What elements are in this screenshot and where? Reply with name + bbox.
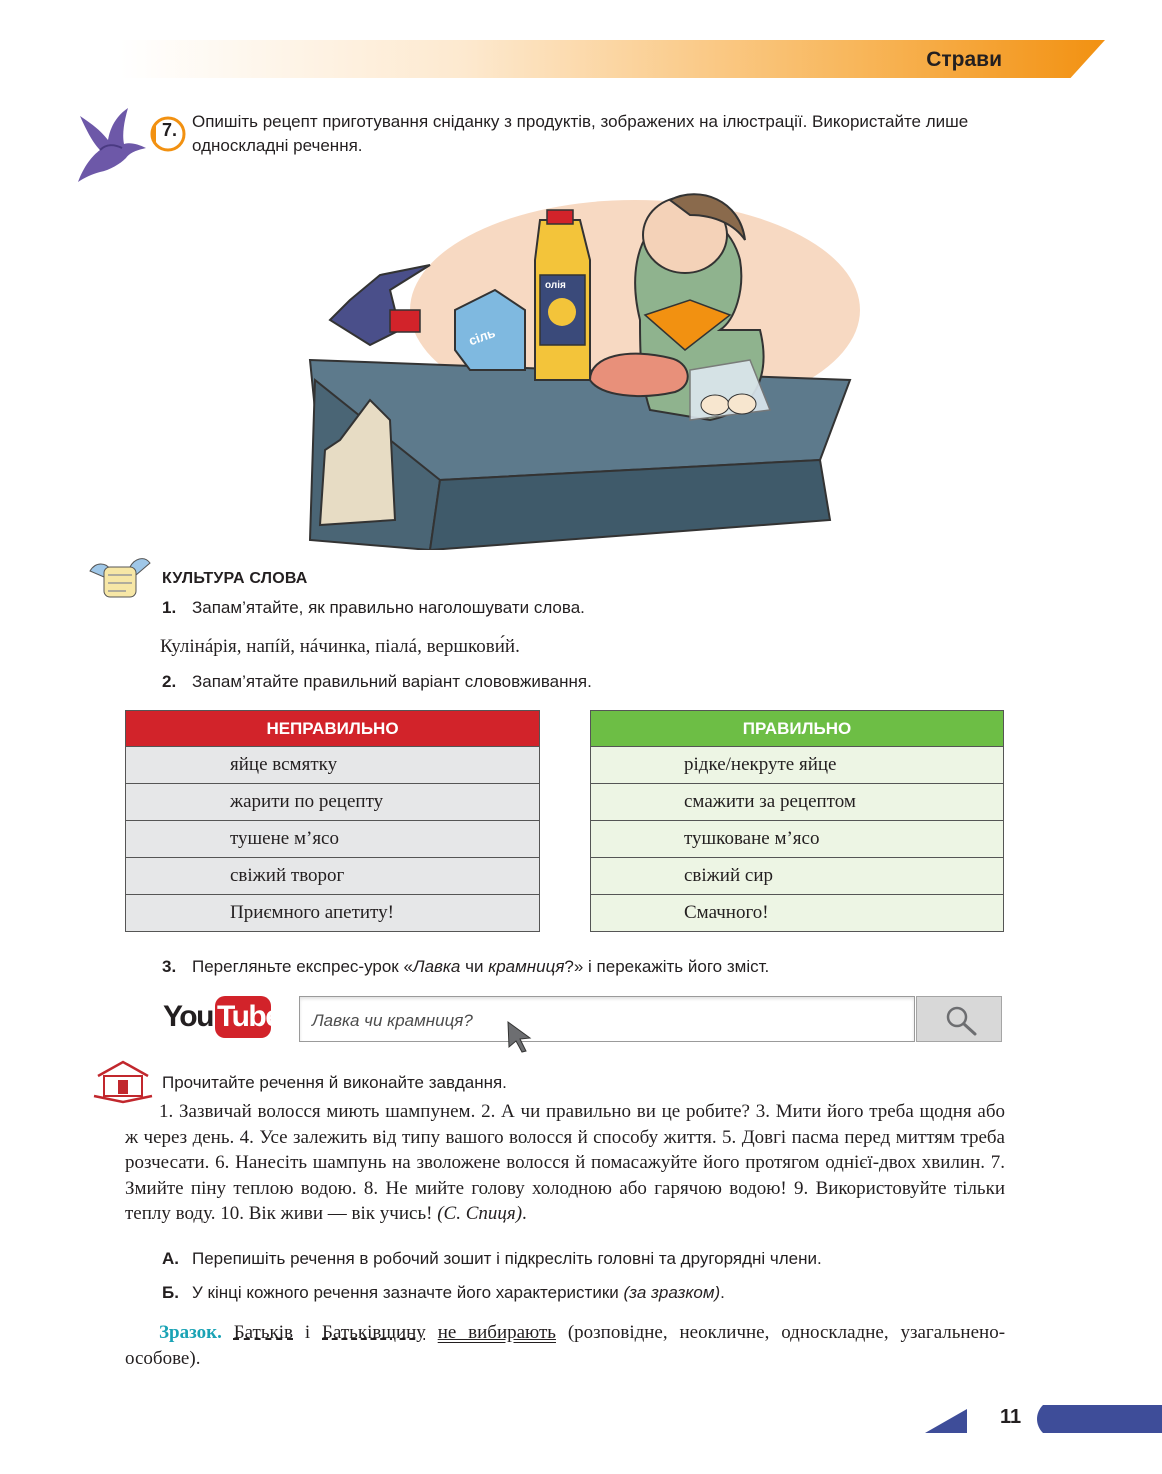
salt-label: сіль — [466, 324, 498, 349]
library-book-icon — [92, 1058, 154, 1104]
item-text: Запам’ятайте, як правильно наголошувати слова. — [192, 598, 585, 617]
table-row: Приємного апетиту! — [126, 895, 540, 932]
reading-body: 1. Зазвичай волосся миють шампунем. 2. А чи правильно ви це робите? 3. Мити його треба щодня або ж через день. 4. Усе залежить від типу вашого волосся й способу життя. 5. Довгі пасма перед миттям треба розчесати. 6. Нанесіть шампунь на зволожене волосся й помасажуйте його протягом однієї-двох хвилин. 7. Змийте піну теплою водою. 8. Не мийте голову холодною або гарячою водою! 9. Використовуйте тільки теплу воду. 10. Вік живи — вік учись! — [125, 1101, 1005, 1224]
sample-word-predicate: не вибирають — [437, 1322, 556, 1343]
correct-usage-table — [590, 710, 1004, 932]
item-number: 2. — [162, 672, 177, 691]
oil-label: олія — [545, 280, 566, 291]
sample-label: Зразок. — [159, 1322, 222, 1343]
sample-word-object: Батьківщину — [322, 1322, 426, 1343]
page-number: 11 — [1000, 1406, 1022, 1428]
section-title: Страви — [926, 48, 1002, 71]
search-query: Лавка чи крамниця? — [312, 1011, 473, 1030]
sample-word-object: Батьків — [233, 1322, 294, 1343]
sample-characteristics: (розповідне, неокличне, односкладне, узагальнено-особове). — [125, 1322, 1006, 1369]
item-text: чи — [460, 957, 489, 976]
item-number: 1. — [162, 598, 177, 617]
item-number: 3. — [162, 957, 177, 976]
culture-item-3 — [162, 957, 769, 977]
wrong-usage-table — [125, 710, 540, 932]
search-button[interactable] — [916, 996, 1002, 1042]
reading-passage — [125, 1099, 1005, 1227]
subtask-a — [162, 1249, 822, 1269]
reading-author: (С. Спиця) — [437, 1203, 523, 1224]
sample-word: і — [293, 1322, 323, 1343]
scroll-wings-icon — [86, 553, 154, 605]
reading-end: . — [522, 1203, 527, 1224]
item-text: ?» і перекажіть його зміст. — [564, 957, 770, 976]
item-text: Запам’ятайте правильний варіант слововживання. — [192, 672, 592, 691]
youtube-logo[interactable] — [163, 994, 281, 1040]
table-row: смажити за рецептом — [591, 784, 1004, 821]
item-text: Перегляньте експрес-урок « — [192, 957, 413, 976]
sample-sentence — [125, 1320, 1005, 1371]
table-row: яйце всмятку — [126, 747, 540, 784]
table-row: свіжий творог — [126, 858, 540, 895]
culture-item-2 — [162, 672, 592, 692]
item-text-italic: крамниця — [488, 957, 565, 976]
pegasus-icon — [70, 104, 150, 184]
right-table-header: ПРАВИЛЬНО — [591, 711, 1004, 747]
checkout-illustration — [290, 180, 860, 550]
culture-heading: КУЛЬТУРА СЛОВА — [162, 570, 308, 587]
subtask-text-italic: (за зразком) — [623, 1283, 721, 1302]
youtube-logo-tube: Tube — [217, 1000, 281, 1033]
item-text-italic: Лавка — [412, 957, 461, 976]
wrong-table-header: НЕПРАВИЛЬНО — [126, 711, 540, 747]
search-icon — [943, 1004, 979, 1036]
subtask-b — [162, 1283, 725, 1303]
table-row: Смачного! — [591, 895, 1004, 932]
task-instruction: Опишіть рецепт приготування сніданку з продуктів, зображених на ілюстрації. Використайте лише односкладні речення. — [192, 112, 969, 155]
table-row: свіжий сир — [591, 858, 1004, 895]
subtask-text: Перепишіть речення в робочий зошит і підкресліть головні та другорядні члени. — [192, 1249, 822, 1268]
sample-space — [426, 1322, 438, 1343]
youtube-logo-you: You — [163, 1000, 213, 1033]
table-row: тушене м’ясо — [126, 821, 540, 858]
subtask-letter: Б. — [162, 1283, 179, 1302]
table-row: жарити по рецепту — [126, 784, 540, 821]
accent-words: Кулінáрія, напíй, нáчинка, піалá, вершкови́й. — [160, 636, 520, 657]
mouse-cursor-icon — [505, 1020, 535, 1054]
subtask-end: . — [720, 1283, 725, 1302]
footer-band — [925, 1405, 1162, 1433]
table-row: рідке/некруте яйце — [591, 747, 1004, 784]
table-row: тушковане м’ясо — [591, 821, 1004, 858]
subtask-text: У кінці кожного речення зазначте його характеристики — [192, 1283, 624, 1302]
reading-instruction: Прочитайте речення й виконайте завдання. — [162, 1073, 507, 1092]
subtask-letter: А. — [162, 1249, 179, 1268]
culture-item-1 — [162, 598, 585, 618]
task-number: 7. — [162, 120, 178, 140]
